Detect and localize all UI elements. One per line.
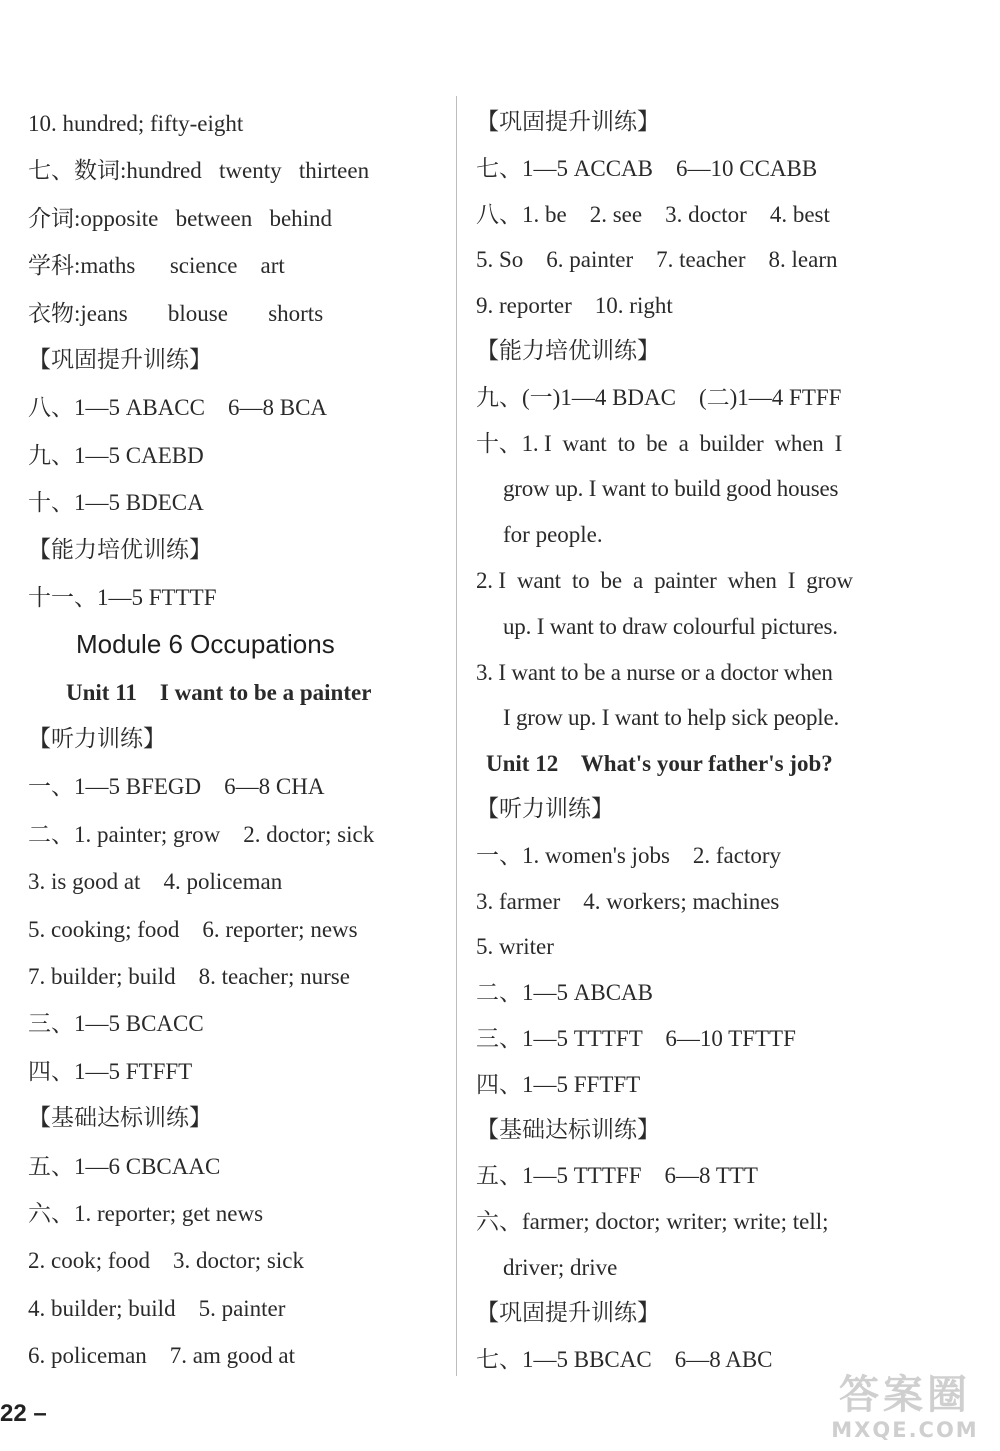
answer-line: 四、1—5 FFTFT xyxy=(476,1071,641,1097)
answer-line: 八、1. be 2. see 3. doctor 4. best xyxy=(476,201,830,227)
answer-line: 5. writer xyxy=(476,934,554,960)
answer-line: 十、1—5 BDECA xyxy=(28,490,204,516)
answer-line: 六、farmer; doctor; writer; write; tell; xyxy=(476,1209,829,1235)
watermark-logo xyxy=(815,1372,995,1447)
answer-line: 九、1—5 CAEBD xyxy=(28,442,204,468)
answer-line: 2. I want to be a painter when I grow xyxy=(476,567,853,593)
answer-line: 10. hundred; fifty-eight xyxy=(28,111,244,136)
answer-line: up. I want to draw colourful pictures. xyxy=(503,613,838,639)
section-heading: 【能力培优训练】 xyxy=(28,536,212,563)
answer-line: I grow up. I want to help sick people. xyxy=(503,705,840,731)
answer-line: 二、1. painter; grow 2. doctor; sick xyxy=(28,821,375,847)
answer-line: 3. I want to be a nurse or a doctor when xyxy=(476,659,833,685)
answer-line: 3. is good at 4. policeman xyxy=(28,869,283,895)
left-column xyxy=(28,100,443,1380)
answer-line: 3. farmer 4. workers; machines xyxy=(476,888,780,914)
watermark-text: 答案圈 xyxy=(839,1372,971,1418)
answer-line: 七、1—5 BBCAC 6—8 ABC xyxy=(476,1346,773,1372)
answer-line: 7. builder; build 8. teacher; nurse xyxy=(28,964,350,990)
answer-line: 四、1—5 FTFFT xyxy=(28,1058,193,1084)
answer-line: 八、1—5 ABACC 6—8 BCA xyxy=(28,395,328,421)
answer-line: 十、1. I want to be a builder when I xyxy=(476,430,843,456)
answer-line: driver; drive xyxy=(503,1254,618,1280)
answer-line: 2. cook; food 3. doctor; sick xyxy=(28,1248,304,1274)
answer-line: for people. xyxy=(503,522,603,548)
answer-line: 十一、1—5 FTTTF xyxy=(28,584,217,610)
answer-line: 五、1—6 CBCAAC xyxy=(28,1153,221,1179)
section-heading: 【巩固提升训练】 xyxy=(476,1299,660,1326)
answer-line: 4. builder; build 5. painter xyxy=(28,1295,286,1321)
answer-line: 九、(一)1—4 BDAC (二)1—4 FTFF xyxy=(476,384,842,410)
answer-line: 五、1—5 TTTFF 6—8 TTT xyxy=(476,1163,758,1189)
section-heading: 【能力培优训练】 xyxy=(476,337,660,364)
section-heading: 【基础达标训练】 xyxy=(28,1105,212,1132)
column-divider xyxy=(456,96,457,1376)
watermark-url: MXQE.COM xyxy=(831,1418,979,1442)
answer-line: 六、1. reporter; get news xyxy=(28,1200,264,1226)
right-column xyxy=(476,100,896,1382)
answer-line: 三、1—5 BCACC xyxy=(28,1011,204,1037)
answer-line: 二、1—5 ABCAB xyxy=(476,980,653,1006)
section-heading: 【听力训练】 xyxy=(28,726,166,753)
answer-line: 介词:opposite between behind xyxy=(28,205,333,231)
unit-title: Unit 11 I want to be a painter xyxy=(66,679,372,705)
answer-line: 学科:maths science art xyxy=(28,253,285,279)
answer-line: 衣物:jeans blouse shorts xyxy=(28,300,324,326)
answer-line: grow up. I want to build good houses xyxy=(503,476,839,502)
answer-line: 5. So 6. painter 7. teacher 8. learn xyxy=(476,247,838,273)
answer-line: 七、1—5 ACCAB 6—10 CCABB xyxy=(476,155,818,181)
module-title: Module 6 Occupations xyxy=(76,629,335,660)
answer-line: 一、1—5 BFEGD 6—8 CHA xyxy=(28,774,325,800)
answer-line: 5. cooking; food 6. reporter; news xyxy=(28,916,358,942)
unit-title: Unit 12 What's your father's job? xyxy=(486,751,833,777)
section-heading: 【巩固提升训练】 xyxy=(28,346,212,373)
answer-line: 9. reporter 10. right xyxy=(476,293,673,319)
section-heading: 【巩固提升训练】 xyxy=(476,109,660,135)
answer-line: 三、1—5 TTTFT 6—10 TFTTF xyxy=(476,1025,796,1051)
answer-line: 一、1. women's jobs 2. factory xyxy=(476,842,782,868)
page-number: 22 – xyxy=(0,1400,47,1427)
answer-line: 6. policeman 7. am good at xyxy=(28,1343,295,1369)
section-heading: 【听力训练】 xyxy=(476,795,614,822)
section-heading: 【基础达标训练】 xyxy=(476,1116,660,1143)
answer-line: 七、数词:hundred twenty thirteen xyxy=(28,158,370,184)
